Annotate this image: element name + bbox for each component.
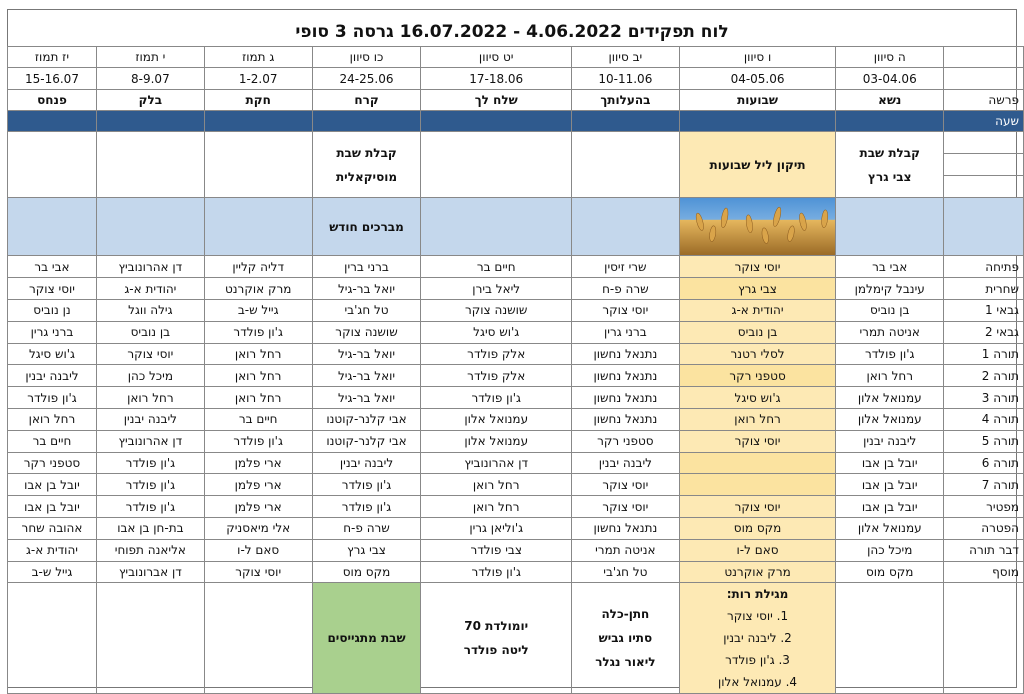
name-cell: אלק פולדר [421,343,572,365]
wheat-image [679,198,836,256]
name-cell: ג'ון פולדר [421,561,572,583]
name-cell: שושנה צוקר [312,321,421,343]
name-cell: יוסי צוקר [571,300,679,322]
date-cell: 24-25.06 [312,68,421,90]
name-cell: ברני ברין [312,256,421,278]
blue-cell [204,198,312,256]
name-cell: יוסי צוקר [679,256,836,278]
name-cell: רחל רואן [836,365,944,387]
time-slot [944,176,1023,197]
role-label: גבאי 2 [944,321,1024,343]
note-korach: שבת מתגייסים [312,583,421,694]
table-row [8,343,1024,365]
name-cell: יוסי צוקר [8,278,97,300]
blue-cell [836,198,944,256]
megila-reader: 2. ליבנה יבנין [723,631,792,646]
parasha-name: נשא [836,90,944,111]
megila-reader: 4. עמנואל אלון [718,675,798,690]
name-cell: מקס מוס [679,518,836,540]
name-cell: יובל בן אבו [8,496,97,518]
name-cell: סטפני רקר [679,365,836,387]
name-cell: עינבל קימלמן [836,278,944,300]
page-title: לוח תפקידים 4.06.2022 - 16.07.2022 גרסה 3 סופי [295,22,729,42]
parasha-name: פנחס [8,90,97,111]
name-cell: אבי קלנר-קוטנו [312,409,421,431]
name-cell: ג'ון פולדר [421,387,572,409]
date-cell: 1-2.07 [204,68,312,90]
name-cell: שרה פ-ח [571,278,679,300]
mevarchim-label: מברכים חודש [312,198,421,256]
name-cell: גייל ש-ב [204,300,312,322]
name-cell: בן נוביס [836,300,944,322]
name-cell: ברני גרין [8,321,97,343]
table-row [8,496,1024,518]
corner-cell [944,47,1024,68]
name-cell: נן נוביס [8,300,97,322]
name-cell: דן אברונוביץ [96,561,204,583]
name-cell: ג'ון פולדר [96,452,204,474]
name-cell: מקס מוס [836,561,944,583]
time-slot [944,154,1023,176]
name-cell: רחל רואן [421,496,572,518]
name-cell: ליבנה יבנין [571,452,679,474]
name-cell: שושנה צוקר [421,300,572,322]
name-cell: רחל רואן [204,387,312,409]
role-label: תורה 2 [944,365,1024,387]
name-cell: סאם ל-ו [679,539,836,561]
name-cell: נתנאל נחשון [571,518,679,540]
event-cell: קבלת שבת מוסיקאלית [312,132,421,198]
name-cell: יוסי צוקר [679,430,836,452]
name-cell: יובל בן אבו [8,474,97,496]
name-cell: סאם ל-ו [204,539,312,561]
name-cell: רחל רואן [204,343,312,365]
name-cell: ג'ון פולדר [204,430,312,452]
name-cell: חיים בר [8,430,97,452]
name-cell: יוסי צוקר [96,343,204,365]
name-cell: אבי קלנר-קוטנו [312,430,421,452]
name-cell: ארי פלמן [204,452,312,474]
hebrew-date: ה סיוון [836,47,944,68]
name-cell: מיכל כהן [96,365,204,387]
table-row [8,387,1024,409]
name-cell: שרה פ-ח [312,518,421,540]
name-cell: אניטה תמרי [571,539,679,561]
role-label: מפטיר [944,496,1024,518]
hebrew-date: ג תמוז [204,47,312,68]
name-cell: עמנואל אלון [836,409,944,431]
name-cell: טל חג'בי [571,561,679,583]
name-cell: לסלי רטנר [679,343,836,365]
name-cell: רחל רואן [421,474,572,496]
name-cell: יואל בר-גיל [312,365,421,387]
empty-cell [96,583,204,694]
name-cell: אבי בר [8,256,97,278]
name-cell: שרי זיסין [571,256,679,278]
date-cell: 03-04.06 [836,68,944,90]
hebrew-date: יט סיוון [421,47,572,68]
name-cell: דן אהרונוביץ [96,256,204,278]
name-cell: מרק אוקרנט [204,278,312,300]
name-cell: גילה ווגל [96,300,204,322]
note-shlach: יומולדת 70 ליטה פולדר [421,583,572,694]
name-cell: נתנאל נחשון [571,343,679,365]
event-cell [96,132,204,198]
date-cell: 15-16.07 [8,68,97,90]
name-cell: אבי בר [836,256,944,278]
empty-cell [8,583,97,694]
time-bar-cell [8,111,97,132]
name-cell: ליבנה יבנין [8,365,97,387]
parasha-label: פרשה [944,90,1024,111]
name-cell: סטפני רקר [8,452,97,474]
role-label: תורה 5 [944,430,1024,452]
parasha-name: בלק [96,90,204,111]
event-cell [204,132,312,198]
name-cell: רחל רואן [96,387,204,409]
time-bar-cell [421,111,572,132]
name-cell: יואל בר-גיל [312,343,421,365]
name-cell: נתנאל נחשון [571,387,679,409]
hebrew-date: י תמוז [96,47,204,68]
role-label: פתיחה [944,256,1024,278]
name-cell: יואל בר-גיל [312,387,421,409]
name-cell: צבי גרץ [679,278,836,300]
name-cell: יובל בן אבו [836,474,944,496]
table-row [8,321,1024,343]
wheat-field-image [680,198,836,255]
parasha-name: קרח [312,90,421,111]
name-cell: בן נוביס [96,321,204,343]
name-cell: נתנאל נחשון [571,409,679,431]
name-cell: דן אהרונוביץ [96,430,204,452]
blue-cell [421,198,572,256]
name-cell: עמנואל אלון [421,409,572,431]
name-cell: אהובה שחר [8,518,97,540]
table-row [8,518,1024,540]
name-cell: עמנואל אלון [421,430,572,452]
name-cell: יואל בר-גיל [312,278,421,300]
name-cell: נתנאל נחשון [571,365,679,387]
time-bar-cell [312,111,421,132]
blue-cell [571,198,679,256]
name-cell: יוסי צוקר [571,496,679,518]
name-cell: מרק אוקרנט [679,561,836,583]
name-cell: ג'ון פולדר [312,496,421,518]
hebrew-date: כו סיוון [312,47,421,68]
megila-title: מגילת רות: [726,587,789,602]
name-cell: ג'ון פולדר [204,321,312,343]
name-cell: ג'ון פולדר [312,474,421,496]
table-row [8,365,1024,387]
table-row [8,452,1024,474]
name-cell: סטפני רקר [571,430,679,452]
name-cell: בן נוביס [679,321,836,343]
name-cell: עמנואל אלון [836,518,944,540]
event-cell [8,132,97,198]
role-label: תורה 6 [944,452,1024,474]
date-cell: 04-05.06 [679,68,836,90]
name-cell: עמנואל אלון [836,387,944,409]
name-cell: ג'ון פולדר [836,343,944,365]
date-cell: 8-9.07 [96,68,204,90]
name-cell: ג'ון פולדר [96,496,204,518]
blue-cell [8,198,97,256]
corner-cell [944,68,1024,90]
table-row [8,409,1024,431]
name-cell: אליאנה תפוחי [96,539,204,561]
table-row [8,539,1024,561]
name-cell: דן אהרונוביץ [421,452,572,474]
table-row [8,300,1024,322]
name-cell: יובל בן אבו [836,452,944,474]
name-cell: ארי פלמן [204,474,312,496]
name-cell: חיים בר [204,409,312,431]
role-label: מוסף [944,561,1024,583]
table-row [8,278,1024,300]
name-cell: ברני גרין [571,321,679,343]
megila-reader: 1. יוסי צוקר [726,609,789,624]
name-cell: ארי פלמן [204,496,312,518]
parasha-name: בהעלותך [571,90,679,111]
name-cell [679,474,836,496]
name-cell: רחל רואן [679,409,836,431]
name-cell: יוסי צוקר [571,474,679,496]
table-row [8,474,1024,496]
time-bar-cell [204,111,312,132]
name-cell: ג'וש סיגל [421,321,572,343]
name-cell: ג'ון פולדר [8,387,97,409]
name-cell: יהודית א-ג [8,539,97,561]
table-row [8,430,1024,452]
table-row [8,561,1024,583]
blue-cell [944,198,1024,256]
hebrew-date: ו סיוון [679,47,836,68]
date-cell: 10-11.06 [571,68,679,90]
empty-cell [944,583,1024,694]
name-cell: אלק פולדר [421,365,572,387]
role-label: הפטרה [944,518,1024,540]
time-slot [944,132,1023,154]
time-bar-cell [571,111,679,132]
hebrew-date: יז תמוז [8,47,97,68]
name-cell: יוסי צוקר [204,561,312,583]
name-cell: מיכל כהן [836,539,944,561]
event-cell [421,132,572,198]
name-cell: רחל רואן [8,409,97,431]
date-cell: 17-18.06 [421,68,572,90]
name-cell: גייל ש-ב [8,561,97,583]
role-label: דבר תורה [944,539,1024,561]
name-cell: ג'וש סיגל [8,343,97,365]
name-cell: אניטה תמרי [836,321,944,343]
name-cell: ג'וש סיגל [679,387,836,409]
time-bar-cell [836,111,944,132]
name-cell: יהודית א-ג [96,278,204,300]
role-label: תורה 7 [944,474,1024,496]
time-slots [944,132,1024,198]
event-cell [571,132,679,198]
event-cell: קבלת שבת צבי גרץ [836,132,944,198]
table-row [8,256,1024,278]
name-cell [679,452,836,474]
parasha-name: שבועות [679,90,836,111]
role-label: תורה 3 [944,387,1024,409]
name-cell: ליבנה יבנין [96,409,204,431]
time-label: שעה [944,111,1024,132]
time-bar-cell [96,111,204,132]
name-cell: ליבנה יבנין [312,452,421,474]
empty-cell [204,583,312,694]
name-cell: יובל בן אבו [836,496,944,518]
hebrew-date: יב סיוון [571,47,679,68]
parasha-name: חקת [204,90,312,111]
note-behaalotcha: חתן-כלה סתיו גביש ליאור נגלר [571,583,679,694]
name-cell: דליה קליין [204,256,312,278]
name-cell: צבי גרץ [312,539,421,561]
name-cell: ליאל בירן [421,278,572,300]
event-cell: תיקון ליל שבועות [679,132,836,198]
role-label: שחרית [944,278,1024,300]
megila-reader: 3. ג'ון פולדר [725,653,790,668]
role-label: תורה 1 [944,343,1024,365]
name-cell: חיים בר [421,256,572,278]
blue-cell [96,198,204,256]
name-cell: רחל רואן [204,365,312,387]
roles-table [7,46,1024,694]
empty-cell [836,583,944,694]
parasha-name: שלח לך [421,90,572,111]
time-bar-cell [679,111,836,132]
name-cell: מקס מוס [312,561,421,583]
name-cell: יוסי צוקר [679,496,836,518]
name-cell: ג'וליאן גרין [421,518,572,540]
name-cell: אלי מיאסניק [204,518,312,540]
name-cell: צבי פולדר [421,539,572,561]
name-cell: יהודית א-ג [679,300,836,322]
role-label: גבאי 1 [944,300,1024,322]
megila-list [679,583,836,694]
name-cell: בת-חן בן אבו [96,518,204,540]
name-cell: ג'ון פולדר [96,474,204,496]
name-cell: ליבנה יבנין [836,430,944,452]
name-cell: טל חג'בי [312,300,421,322]
role-label: תורה 4 [944,409,1024,431]
